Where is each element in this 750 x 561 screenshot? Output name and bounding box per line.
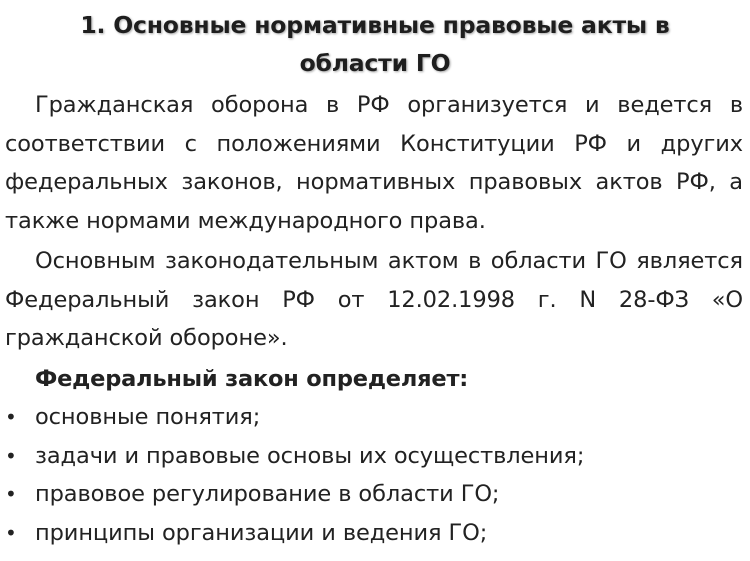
slide-body bbox=[5, 86, 743, 552]
bullet-icon: • bbox=[5, 405, 17, 429]
bullet-list bbox=[5, 398, 743, 552]
paragraph-civil-defense: Гражданская оборона в РФ организуется и ведется в соответствии с положениями Конституции РФ и других федеральных законов, нормативных правовых актов РФ, а также нормами международного права. bbox=[5, 92, 743, 234]
slide-title-line-2: области ГО bbox=[299, 49, 451, 77]
bullet-icon: • bbox=[5, 443, 17, 468]
list-item-text: основные понятия; bbox=[35, 404, 261, 430]
paragraph-federal-law: Основным законодательным актом в области ГО является Федеральный закон РФ от 12.02.1998 г. N 28-ФЗ «О гражданской обороне». bbox=[5, 248, 743, 351]
slide-title-line-1: 1. Основные нормативные правовые акты в bbox=[80, 11, 670, 39]
slide-title bbox=[0, 6, 750, 82]
list-item bbox=[5, 398, 743, 437]
list-item-text: принципы организации и ведения ГО; bbox=[35, 519, 488, 546]
list-heading: Федеральный закон определяет: bbox=[35, 365, 469, 392]
list-item bbox=[5, 437, 743, 476]
list-item bbox=[5, 475, 743, 514]
bullet-icon: • bbox=[5, 520, 17, 545]
list-item-text: правовое регулирование в области ГО; bbox=[35, 481, 500, 507]
list-item-text: задачи и правовые основы их осуществления; bbox=[35, 442, 585, 469]
list-item bbox=[5, 514, 743, 553]
bullet-icon: • bbox=[5, 482, 17, 506]
